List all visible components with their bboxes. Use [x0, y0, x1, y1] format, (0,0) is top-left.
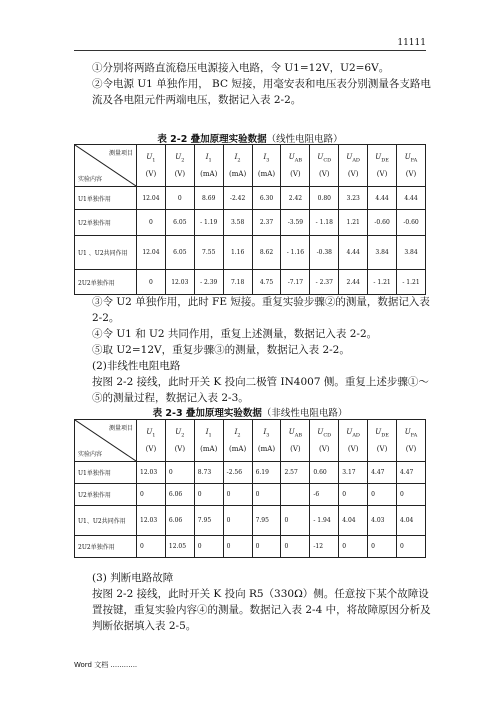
table-cell: 12.04	[137, 187, 166, 210]
table-cell: -12	[310, 536, 339, 558]
header-measure-item: 测量项目	[108, 150, 133, 157]
col-header: $U_{AD}$ (V)	[339, 145, 368, 187]
table-cell: 0	[252, 536, 281, 558]
table-2-2-caption	[0, 131, 500, 145]
section-heading-nonlinear: (2)非线性电阻电路	[92, 360, 181, 372]
table-cell: 3.84	[368, 236, 397, 270]
table-cell: -3.59	[281, 210, 310, 236]
table-cell: 1.21	[339, 210, 368, 236]
table-cell	[281, 484, 310, 506]
table-cell: 0	[368, 484, 397, 506]
table-cell: - 1.16	[281, 236, 310, 270]
header-rule	[74, 50, 426, 51]
table-cell: 0	[137, 210, 166, 236]
paragraph-step-1: ①分别将两路直流稳压电源接入电路，令 U1=12V，U2=6V。	[92, 62, 390, 74]
table-cell: 0	[194, 536, 223, 558]
col-header: $I_2$ (mA)	[223, 420, 252, 462]
col-header: $U_{AB}$ (V)	[281, 420, 310, 462]
table-cell: 3.17	[339, 462, 368, 484]
table-cell: 6.30	[252, 187, 281, 210]
row-label: U2单独作用	[75, 210, 137, 236]
table-cell: 6.06	[165, 484, 194, 506]
table-cell: -0.60	[397, 210, 426, 236]
table-cell: 0	[165, 462, 194, 484]
table-cell: 4.75	[252, 270, 281, 295]
table-2-3-caption	[0, 405, 500, 419]
col-header: $U_{FA}$ (V)	[397, 145, 426, 187]
table-cell: 4.44	[368, 187, 397, 210]
table-row	[75, 187, 426, 210]
paragraph-step-3: ③令 U2 单独作用，此时 FE 短接。重复实验步骤②的测量，数据记入表 2-2。	[92, 296, 430, 324]
table-cell: - 2.37	[310, 270, 339, 295]
paragraph-fault-instructions: 按图 2-2 接线，此时开关 K 投向 R5（330Ω）侧。任意按下某个故障设置按键，重复实验内容④的测量。数据记入表 2-4 中，将故障原因分析及判断依据填入表 2-5。	[92, 588, 431, 632]
table-cell: 2.42	[281, 187, 310, 210]
page-number: 11111	[397, 38, 426, 48]
table-cell: 0	[137, 270, 166, 295]
table-cell: 0	[223, 536, 252, 558]
table-cell: 3.58	[223, 210, 252, 236]
table-cell: 0	[137, 484, 166, 506]
table-row	[75, 236, 426, 270]
table-cell: 0	[281, 536, 310, 558]
table-cell: 3.23	[339, 187, 368, 210]
table-cell: 8.69	[194, 187, 223, 210]
table-2-3-caption-title: 表 2-3 叠加原理实验数据	[152, 408, 262, 419]
table-cell: 2.44	[339, 270, 368, 295]
paragraph-step-5: ⑤取 U2=12V，重复步骤③的测量，数据记入表 2-2。	[92, 344, 350, 356]
header-measure-item: 测量项目	[108, 425, 133, 432]
table-cell: 0.80	[310, 187, 339, 210]
table-cell: 2.37	[252, 210, 281, 236]
table-cell: 12.03	[137, 462, 166, 484]
table-header-row	[75, 145, 426, 187]
table-cell: 0	[137, 536, 166, 558]
col-header: $U_2$ (V)	[165, 145, 194, 187]
row-label: U1单独作用	[75, 462, 137, 484]
row-label: U1、U2共同作用	[75, 506, 137, 536]
col-header: $U_{DE}$ (V)	[368, 145, 397, 187]
col-header: $U_{AD}$ (V)	[339, 420, 368, 462]
table-cell: 0	[223, 484, 252, 506]
table-cell: 12.03	[165, 270, 194, 295]
table-cell: 0	[223, 506, 252, 536]
table-row	[75, 536, 426, 558]
table-cell: 12.05	[165, 536, 194, 558]
table-cell: 8.62	[252, 236, 281, 270]
table-cell: -0.60	[368, 210, 397, 236]
paragraph-step-4: ④令 U1 和 U2 共同作用，重复上述测量，数据记入表 2-2。	[92, 328, 378, 340]
col-header: $U_1$ (V)	[137, 420, 166, 462]
table-cell: 0	[339, 484, 368, 506]
table-row	[75, 270, 426, 295]
table-cell: 0	[339, 536, 368, 558]
col-header: $I_1$ (mA)	[194, 145, 223, 187]
table-cell: 6.06	[165, 506, 194, 536]
diagonal-header-cell	[75, 145, 137, 187]
table-cell: 12.04	[137, 236, 166, 270]
table-cell: 7.95	[252, 506, 281, 536]
col-header: $I_2$ (mA)	[223, 145, 252, 187]
table-cell: 4.47	[368, 462, 397, 484]
table-cell: - 1.21	[368, 270, 397, 295]
table-cell: 7.18	[223, 270, 252, 295]
table-cell: 4.44	[339, 236, 368, 270]
row-label: 2U2单独作用	[75, 270, 137, 295]
table-cell: 7.95	[194, 506, 223, 536]
table-cell: 0	[165, 187, 194, 210]
paragraph-top-block	[74, 60, 434, 108]
table-2-2-caption-title: 表 2-2 叠加原理实验数据	[157, 134, 267, 145]
table-row	[75, 506, 426, 536]
table-cell: - 1.18	[310, 210, 339, 236]
table-cell: -0.38	[310, 236, 339, 270]
table-cell: - 1.94	[310, 506, 339, 536]
col-header: $U_2$ (V)	[165, 420, 194, 462]
table-cell: -2.42	[223, 187, 252, 210]
table-cell: 4.47	[397, 462, 426, 484]
table-cell: 4.44	[397, 187, 426, 210]
table-cell: 6.05	[165, 210, 194, 236]
header-experiment-content: 实验内容	[78, 176, 103, 183]
table-cell: 0	[281, 506, 310, 536]
table-cell: - 1.19	[194, 210, 223, 236]
section-heading-fault: (3) 判断电路故障	[92, 572, 174, 584]
diagonal-header-cell	[75, 420, 137, 462]
table-2-3-caption-sub: （非线性电阻电路）	[261, 408, 348, 419]
col-header: $I_1$ (mA)	[194, 420, 223, 462]
table-cell: 0	[368, 536, 397, 558]
table-cell: 8.73	[194, 462, 223, 484]
table-cell: 4.04	[397, 506, 426, 536]
header-experiment-content: 实验内容	[78, 451, 103, 458]
col-header: $U_{DE}$ (V)	[368, 420, 397, 462]
table-cell: - 2.39	[194, 270, 223, 295]
table-2-2-caption-sub: （线性电阻电路）	[266, 134, 343, 145]
page-footer: Word 文档 ............	[74, 661, 138, 669]
table-row	[75, 484, 426, 506]
table-cell: 6.05	[165, 236, 194, 270]
paragraph-bottom-block	[74, 570, 434, 634]
table-cell: 4.03	[368, 506, 397, 536]
table-cell: 2.57	[281, 462, 310, 484]
col-header: $U_{CD}$ (V)	[310, 420, 339, 462]
table-cell: 12.03	[137, 506, 166, 536]
table-cell: -2.56	[223, 462, 252, 484]
row-label: U2单独作用	[75, 484, 137, 506]
table-cell: 0	[194, 484, 223, 506]
table-cell: -6	[310, 484, 339, 506]
table-cell: 1.16	[223, 236, 252, 270]
table-cell: - 1.21	[397, 270, 426, 295]
table-row	[75, 210, 426, 236]
table-2-3	[74, 419, 426, 558]
table-header-row	[75, 420, 426, 462]
table-cell: 0	[252, 484, 281, 506]
col-header: $I_3$ (mA)	[252, 420, 281, 462]
paragraph-nonlinear-instructions: 按图 2-2 接线，此时开关 K 投向二极管 IN4007 侧。重复上述步骤①～⑤的测量过程，数据记入表 2-3。	[92, 376, 429, 404]
col-header: $U_{CD}$ (V)	[310, 145, 339, 187]
row-label: 2U2单独作用	[75, 536, 137, 558]
table-cell: 6.19	[252, 462, 281, 484]
table-2-2	[74, 144, 426, 295]
table-cell: 0	[397, 536, 426, 558]
table-cell: 3.84	[397, 236, 426, 270]
col-header: $U_{FA}$ (V)	[397, 420, 426, 462]
table-cell: 4.04	[339, 506, 368, 536]
table-row	[75, 462, 426, 484]
col-header: $U_{AB}$ (V)	[281, 145, 310, 187]
table-cell: 0	[397, 484, 426, 506]
table-cell: 0.60	[310, 462, 339, 484]
row-label: U1单独作用	[75, 187, 137, 210]
col-header: $I_3$ (mA)	[252, 145, 281, 187]
paragraph-step-2: ②令电源 U1 单独作用， BC 短接，用毫安表和电压表分别测量各支路电流及各电阻元件两端电压，数据记入表 2-2。	[92, 78, 431, 106]
col-header: $U_1$ (V)	[137, 145, 166, 187]
row-label: U1 、U2共同作用	[75, 236, 137, 270]
table-cell: 7.55	[194, 236, 223, 270]
table-cell: -7.17	[281, 270, 310, 295]
paragraph-mid-block	[74, 294, 434, 406]
